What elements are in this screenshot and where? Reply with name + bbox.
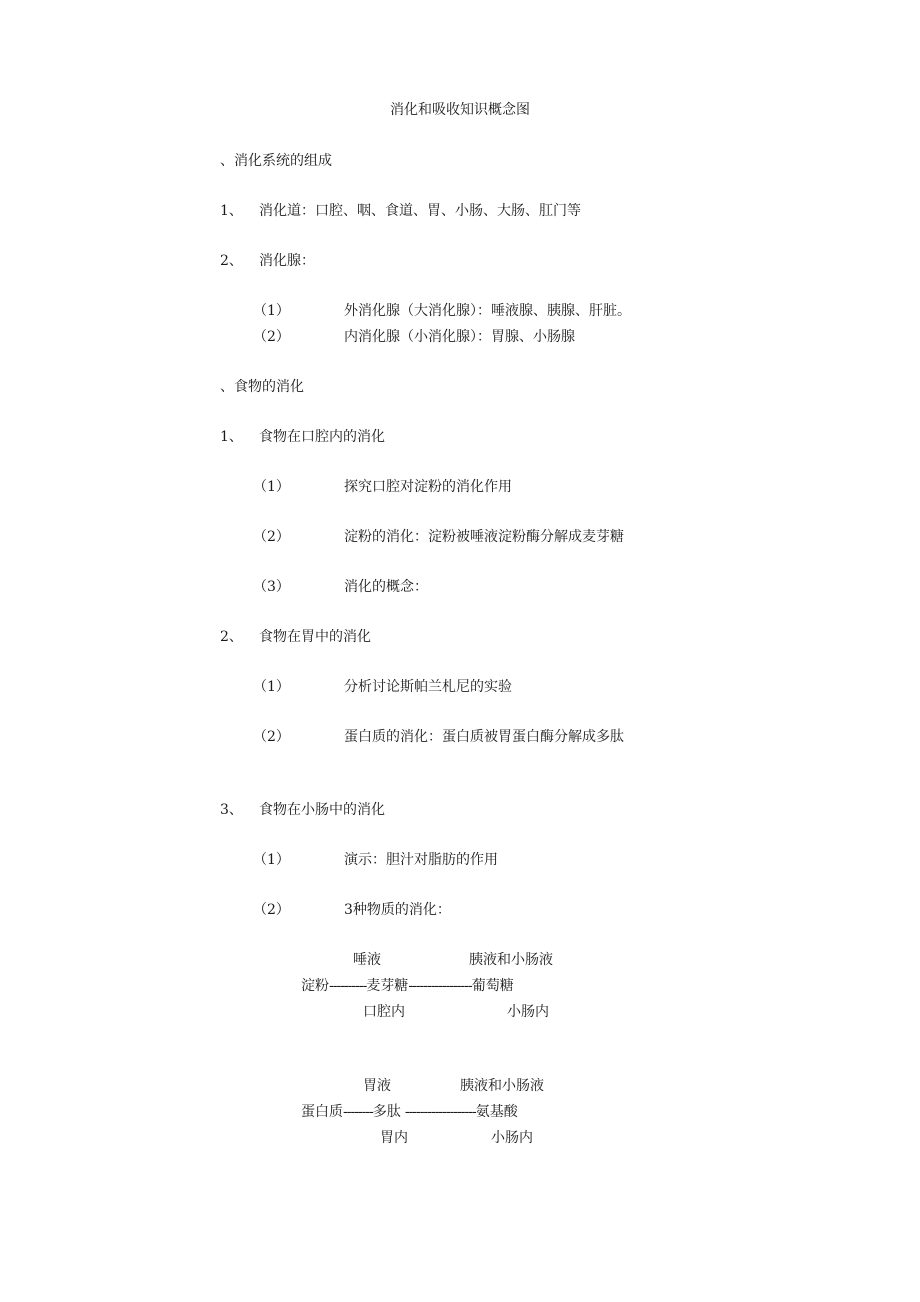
substance-label: 蛋白质	[301, 1104, 343, 1120]
location-label: 小肠内	[507, 1004, 549, 1020]
sub-item-text: 内消化腺（小消化腺）：胃腺、小肠腺	[344, 329, 575, 345]
sub-item-number: （2）	[253, 329, 290, 345]
digestion-chain	[301, 1103, 518, 1121]
location-label: 胃内	[380, 1130, 408, 1146]
enzyme-label: 胰液和小肠液	[469, 952, 553, 968]
substance-label: 氨基酸	[475, 1104, 518, 1120]
sub-item-number: （1）	[253, 479, 290, 495]
sub-item-number: （1）	[253, 852, 290, 868]
arrow-line: -------------------	[404, 1104, 476, 1120]
sub-item-number: （1）	[253, 303, 290, 319]
page-title: 消化和吸收知识概念图	[390, 102, 530, 118]
arrow-line: -----------------	[408, 978, 472, 994]
sub-item-number: （1）	[253, 679, 290, 695]
sub-item-number: （3）	[253, 579, 290, 595]
sub-item-text: 分析讨论斯帕兰札尼的实验	[344, 679, 512, 695]
enzyme-label: 胃液	[363, 1078, 391, 1094]
item-number: 2、	[220, 629, 243, 645]
item-number: 1、	[220, 203, 243, 219]
sub-item-text: 探究口腔对淀粉的消化作用	[344, 479, 512, 495]
sub-item-text: 外消化腺（大消化腺）：唾液腺、胰腺、肝脏。	[344, 303, 631, 319]
enzyme-label: 唾液	[353, 952, 381, 968]
sub-item-text: 淀粉的消化：淀粉被唾液淀粉酶分解成麦芽糖	[344, 529, 624, 545]
arrow-line: ----------	[329, 978, 367, 994]
sub-item-text: 蛋白质的消化：蛋白质被胃蛋白酶分解成多肽	[344, 729, 624, 745]
item-text: 消化道：口腔、咽、食道、胃、小肠、大肠、肛门等	[259, 203, 581, 219]
sub-item-number: （2）	[253, 902, 290, 918]
substance-label: 葡萄糖	[471, 978, 514, 994]
location-label: 口腔内	[363, 1004, 405, 1020]
sub-item-text: 消化的概念：	[344, 579, 428, 595]
sub-item-text: 演示：胆汁对脂肪的作用	[344, 852, 498, 868]
sub-item-text: 3种物质的消化：	[344, 902, 451, 918]
section-heading-composition: 、消化系统的组成	[220, 153, 332, 169]
sub-item-number: （2）	[253, 529, 290, 545]
substance-label: 淀粉	[301, 978, 329, 994]
item-text: 食物在胃中的消化	[259, 629, 371, 645]
substance-label: 多肽	[372, 1104, 401, 1120]
item-number: 3、	[220, 802, 243, 818]
digestion-chain	[301, 977, 514, 995]
item-number: 1、	[220, 429, 243, 445]
item-text: 食物在口腔内的消化	[259, 429, 385, 445]
arrow-line: --------	[343, 1104, 373, 1120]
enzyme-label: 胰液和小肠液	[460, 1078, 544, 1094]
item-text: 消化腺：	[259, 253, 315, 269]
location-label: 小肠内	[491, 1130, 533, 1146]
section-heading-digestion: 、食物的消化	[220, 379, 304, 395]
sub-item-number: （2）	[253, 729, 290, 745]
item-number: 2、	[220, 253, 243, 269]
item-text: 食物在小肠中的消化	[259, 802, 385, 818]
substance-label: 麦芽糖	[366, 978, 409, 994]
